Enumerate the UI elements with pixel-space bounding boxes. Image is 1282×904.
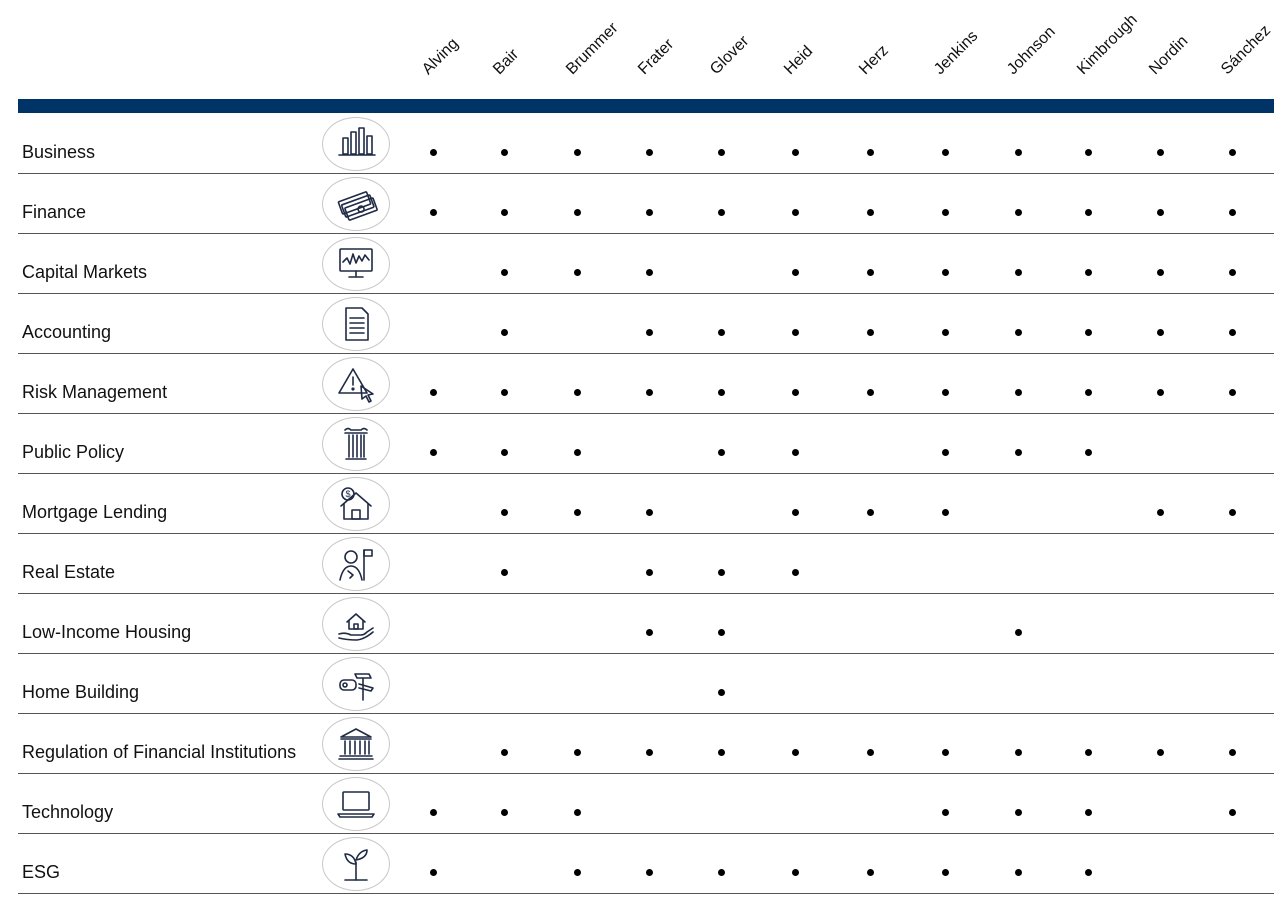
- skill-dot: [718, 569, 725, 576]
- skill-dot: [1157, 329, 1164, 336]
- skill-row: [18, 594, 1274, 654]
- member-header-2: Brummer: [563, 19, 622, 79]
- skill-dot: [942, 869, 949, 876]
- skill-dot: [501, 809, 508, 816]
- member-header-1: Bair: [490, 45, 523, 79]
- skill-dot: [1015, 809, 1022, 816]
- skill-dot: [942, 749, 949, 756]
- skill-dot: [1085, 749, 1092, 756]
- skill-dot: [792, 329, 799, 336]
- skill-dot: [1015, 209, 1022, 216]
- skill-dot: [792, 389, 799, 396]
- skill-row: [18, 534, 1274, 594]
- skill-dot: [1015, 389, 1022, 396]
- skill-dot: [718, 329, 725, 336]
- skill-dot: [1229, 749, 1236, 756]
- skill-dot: [1229, 329, 1236, 336]
- skill-dot: [942, 449, 949, 456]
- person-flag-icon: [322, 537, 390, 591]
- column-icon: [322, 417, 390, 471]
- skill-row: [18, 774, 1274, 834]
- skill-label: Mortgage Lending: [22, 502, 168, 522]
- skill-dot: [574, 269, 581, 276]
- skill-dot: [574, 809, 581, 816]
- skill-label: Business: [22, 142, 96, 162]
- skill-dot: [574, 869, 581, 876]
- skill-dot: [867, 269, 874, 276]
- skill-dot: [1157, 209, 1164, 216]
- house-dollar-icon: [322, 477, 390, 531]
- skill-dot: [646, 629, 653, 636]
- skill-dot: [867, 209, 874, 216]
- skill-dot: [1229, 269, 1236, 276]
- skill-row: [18, 714, 1274, 774]
- skill-row: [18, 294, 1274, 354]
- skill-dot: [574, 149, 581, 156]
- skill-dot: [792, 749, 799, 756]
- skill-label: Regulation of Financial Institutions: [22, 742, 297, 762]
- skill-dot: [1157, 749, 1164, 756]
- skill-dot: [1085, 809, 1092, 816]
- skill-dot: [1157, 389, 1164, 396]
- skill-dot: [718, 209, 725, 216]
- skill-row: [18, 654, 1274, 714]
- skill-dot: [792, 149, 799, 156]
- skill-dot: [1085, 329, 1092, 336]
- header-band: [18, 99, 1274, 113]
- skill-dot: [792, 269, 799, 276]
- hand-house-icon: [322, 597, 390, 651]
- skill-dot: [792, 209, 799, 216]
- skill-row: [18, 474, 1274, 534]
- skill-dot: [501, 389, 508, 396]
- member-header-9: Kimbrough: [1074, 11, 1141, 79]
- skill-label: Public Policy: [22, 442, 125, 462]
- warning-cursor-icon: [322, 357, 390, 411]
- skill-dot: [1229, 389, 1236, 396]
- laptop-icon: [322, 777, 390, 831]
- skill-dot: [1015, 629, 1022, 636]
- tools-icon: [322, 657, 390, 711]
- skill-dot: [574, 209, 581, 216]
- skill-label: Low-Income Housing: [22, 622, 192, 642]
- skill-dot: [574, 449, 581, 456]
- skill-dot: [1229, 509, 1236, 516]
- skill-dot: [1085, 449, 1092, 456]
- skill-dot: [718, 629, 725, 636]
- skill-dot: [574, 749, 581, 756]
- skill-dot: [646, 569, 653, 576]
- member-header-10: Nordin: [1146, 32, 1192, 79]
- skill-row: [18, 174, 1274, 234]
- skill-row: [18, 234, 1274, 294]
- skill-dot: [792, 449, 799, 456]
- skill-dot: [867, 329, 874, 336]
- skill-dot: [1085, 209, 1092, 216]
- skill-dot: [942, 269, 949, 276]
- member-header-11: Sánchez: [1218, 21, 1275, 79]
- skill-dot: [1157, 269, 1164, 276]
- skill-dot: [646, 509, 653, 516]
- skill-dot: [1229, 149, 1236, 156]
- skill-label: Home Building: [22, 682, 140, 702]
- skill-dot: [646, 329, 653, 336]
- member-header-3: Frater: [635, 35, 678, 79]
- skill-dot: [942, 149, 949, 156]
- skill-dot: [792, 569, 799, 576]
- skill-row: [18, 414, 1274, 474]
- skill-label: Real Estate: [22, 562, 116, 582]
- svg-text:$: $: [345, 489, 351, 499]
- skill-dot: [942, 509, 949, 516]
- skill-dot: [501, 749, 508, 756]
- skill-dot: [501, 329, 508, 336]
- skill-dot: [1157, 149, 1164, 156]
- member-header-5: Heid: [781, 42, 817, 79]
- skill-dot: [942, 209, 949, 216]
- skill-label: Finance: [22, 202, 87, 222]
- member-header-7: Jenkins: [931, 27, 982, 79]
- skill-label: Accounting: [22, 322, 112, 342]
- skill-dot: [646, 389, 653, 396]
- member-header-6: Herz: [856, 42, 892, 79]
- monitor-chart-icon: [322, 237, 390, 291]
- skill-dot: [942, 809, 949, 816]
- skill-dot: [1015, 869, 1022, 876]
- skill-dot: [718, 689, 725, 696]
- skill-dot: [867, 869, 874, 876]
- skill-label: Capital Markets: [22, 262, 148, 282]
- member-header-0: Alving: [419, 35, 462, 79]
- skill-dot: [501, 569, 508, 576]
- skill-dot: [1229, 209, 1236, 216]
- skill-dot: [1085, 389, 1092, 396]
- skill-dot: [501, 269, 508, 276]
- skill-dot: [942, 389, 949, 396]
- skill-dot: [430, 149, 437, 156]
- skill-label: Technology: [22, 802, 114, 822]
- member-header-8: Johnson: [1004, 23, 1059, 79]
- skill-dot: [646, 269, 653, 276]
- skill-row: [18, 114, 1274, 174]
- skill-dot: [867, 389, 874, 396]
- skill-dot: [792, 869, 799, 876]
- skill-dot: [574, 509, 581, 516]
- skill-dot: [718, 449, 725, 456]
- skill-dot: [1015, 269, 1022, 276]
- skill-dot: [1085, 269, 1092, 276]
- skill-dot: [430, 209, 437, 216]
- member-header-4: Glover: [707, 32, 753, 79]
- skill-dot: [718, 869, 725, 876]
- skill-dot: [501, 209, 508, 216]
- skill-dot: [430, 869, 437, 876]
- skill-dot: [867, 509, 874, 516]
- skill-dot: [1157, 509, 1164, 516]
- skill-dot: [646, 209, 653, 216]
- skill-row: [18, 834, 1274, 894]
- bar-chart-icon: [322, 117, 390, 171]
- skill-dot: [501, 449, 508, 456]
- skill-dot: [718, 749, 725, 756]
- skill-dot: [574, 389, 581, 396]
- skill-dot: [1015, 149, 1022, 156]
- sprout-icon: [322, 837, 390, 891]
- skill-dot: [430, 389, 437, 396]
- skill-dot: [1085, 869, 1092, 876]
- skill-dot: [718, 149, 725, 156]
- skill-dot: [792, 509, 799, 516]
- bank-icon: [322, 717, 390, 771]
- document-icon: [322, 297, 390, 351]
- skill-label: Risk Management: [22, 382, 168, 402]
- money-stack-icon: [322, 177, 390, 231]
- skill-dot: [1015, 749, 1022, 756]
- skill-dot: [718, 389, 725, 396]
- skill-dot: [867, 749, 874, 756]
- skill-dot: [1229, 809, 1236, 816]
- skill-dot: [501, 509, 508, 516]
- skill-dot: [646, 749, 653, 756]
- skill-dot: [646, 869, 653, 876]
- skill-row: [18, 354, 1274, 414]
- skill-dot: [646, 149, 653, 156]
- skill-dot: [501, 149, 508, 156]
- skill-dot: [1015, 449, 1022, 456]
- skill-label: ESG: [22, 862, 61, 882]
- skill-dot: [430, 449, 437, 456]
- skill-dot: [1015, 329, 1022, 336]
- skill-dot: [942, 329, 949, 336]
- skill-dot: [430, 809, 437, 816]
- skill-dot: [867, 149, 874, 156]
- skill-dot: [1085, 149, 1092, 156]
- member-header-row: [0, 0, 1282, 98]
